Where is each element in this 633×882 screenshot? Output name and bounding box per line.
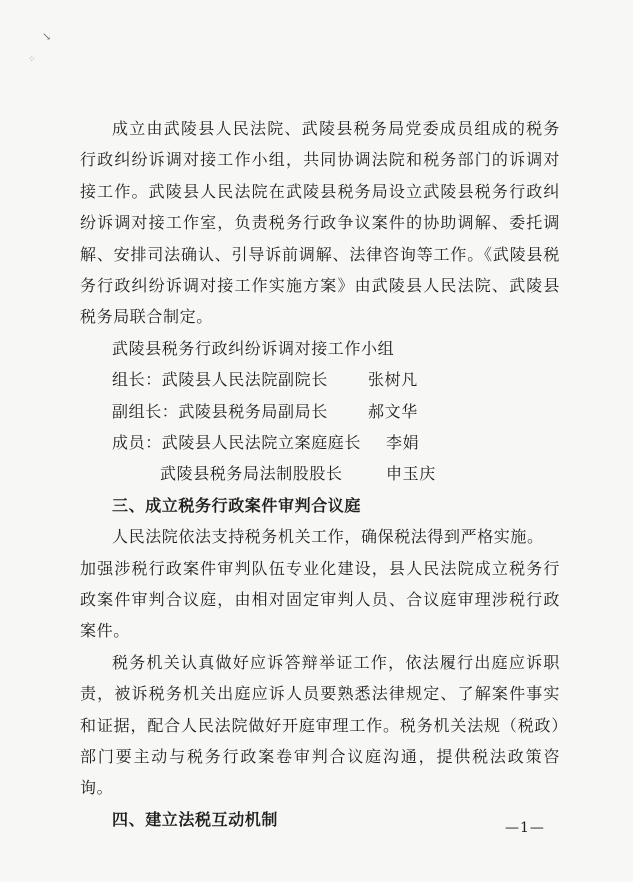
member-role: 副组长：武陵县税务局副局长 <box>112 401 328 421</box>
member-role: 武陵县税务局法制股股长 <box>160 464 343 484</box>
group-title-line <box>80 333 560 364</box>
member-name: 张树凡 <box>368 370 418 390</box>
group-title: 武陵县税务行政纠纷诉调对接工作小组 <box>112 338 395 358</box>
member-row <box>80 427 560 458</box>
member-name: 郝文华 <box>368 401 418 421</box>
member-row <box>80 364 560 395</box>
section-heading-3: 三、成立税务行政案件审判合议庭 <box>112 495 362 515</box>
member-role: 成员：武陵县人民法院立案庭庭长 <box>112 433 362 453</box>
paragraph-support: 人民法院依法支持税务机关工作，确保税法得到严格实施。 <box>112 527 544 547</box>
member-name: 申玉庆 <box>386 464 436 484</box>
section-heading-4: 四、建立法税互动机制 <box>112 809 279 829</box>
scan-mark: ↘ <box>42 30 52 43</box>
scan-speck: ⁘ <box>28 55 36 65</box>
member-role: 组长：武陵县人民法院副院长 <box>112 370 328 390</box>
document-body <box>80 113 560 835</box>
paragraph-working-group: 成立由武陵县人民法院、武陵县税务局党委成员组成的税务行政纠纷诉调对接工作小组，共同协调法院和税务部门的诉调对接工作。武陵县人民法院在武陵县税务局设立武陵县税务行政纠纷诉调对接工作室，负责税务行政争议案件的协助调解、委托调解、安排司法确认、引导诉前调解、法律咨询等工作。《武陵县税务行政纠纷诉调对接工作实施方案》由武陵县人民法院、武陵县税务局联合制定。 <box>80 119 560 327</box>
paragraph-tax-authority-duties: 税务机关认真做好应诉答辩举证工作，依法履行出庭应诉职责，被诉税务机关出庭应诉人员要熟悉法律规定、了解案件事实和证据，配合人民法院做好开庭审理工作。税务机关法规（税政）部门要主动与税务行政案卷审判合议庭沟通，提供税法政策咨询。 <box>80 652 560 798</box>
member-row <box>80 396 560 427</box>
member-name: 李娟 <box>386 433 420 453</box>
page-number: —1— <box>505 820 545 836</box>
paragraph-collegiate-bench: 加强涉税行政案件审判队伍专业化建设，县人民法院成立税务行政案件审判合议庭，由相对固定审判人员、合议庭审理涉税行政案件。 <box>80 558 560 641</box>
member-row <box>80 458 560 489</box>
